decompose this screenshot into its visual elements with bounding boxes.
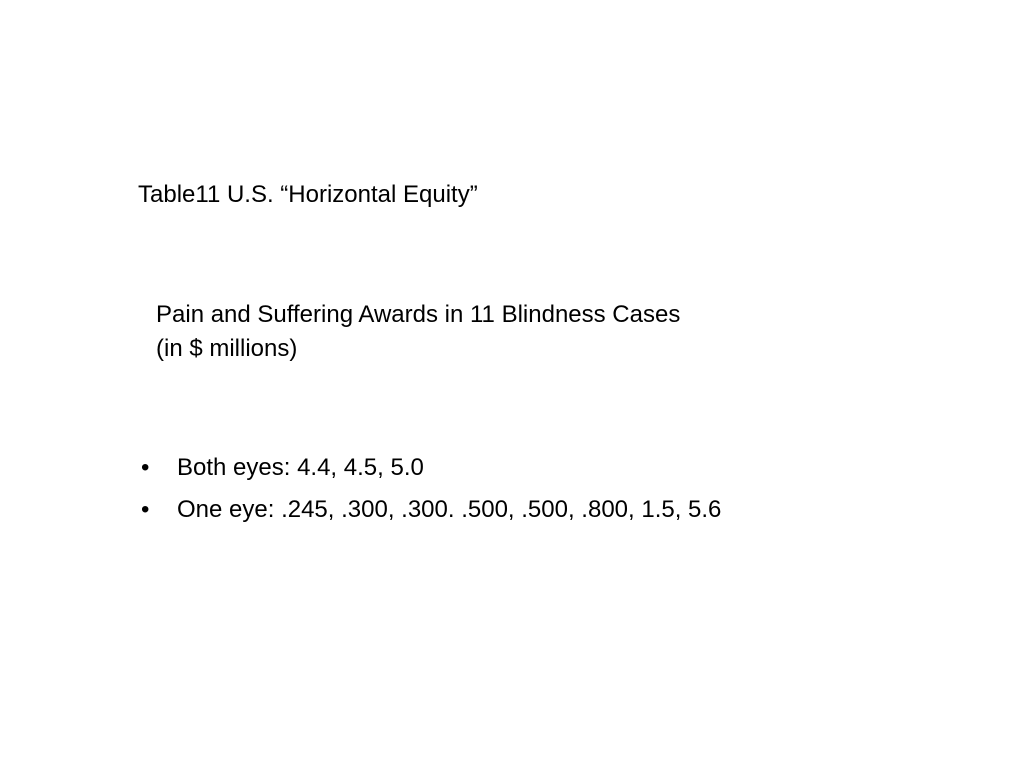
bullet-point-icon: • bbox=[141, 454, 150, 481]
subtitle-line-2: (in $ millions) bbox=[156, 335, 298, 362]
bullet-list bbox=[138, 452, 721, 536]
bullet-text: Both eyes: 4.4, 4.5, 5.0 bbox=[177, 454, 424, 481]
slide-title: Table11 U.S. “Horizontal Equity” bbox=[138, 181, 478, 208]
bullet-item-both-eyes bbox=[138, 452, 721, 484]
slide-subtitle bbox=[156, 298, 680, 366]
bullet-item-one-eye bbox=[138, 494, 721, 526]
subtitle-line-1: Pain and Suffering Awards in 11 Blindness Cases bbox=[156, 301, 681, 328]
bullet-point-icon: • bbox=[141, 496, 150, 523]
bullet-text: One eye: .245, .300, .300. .500, .500, .800, 1.5, 5.6 bbox=[177, 496, 722, 523]
